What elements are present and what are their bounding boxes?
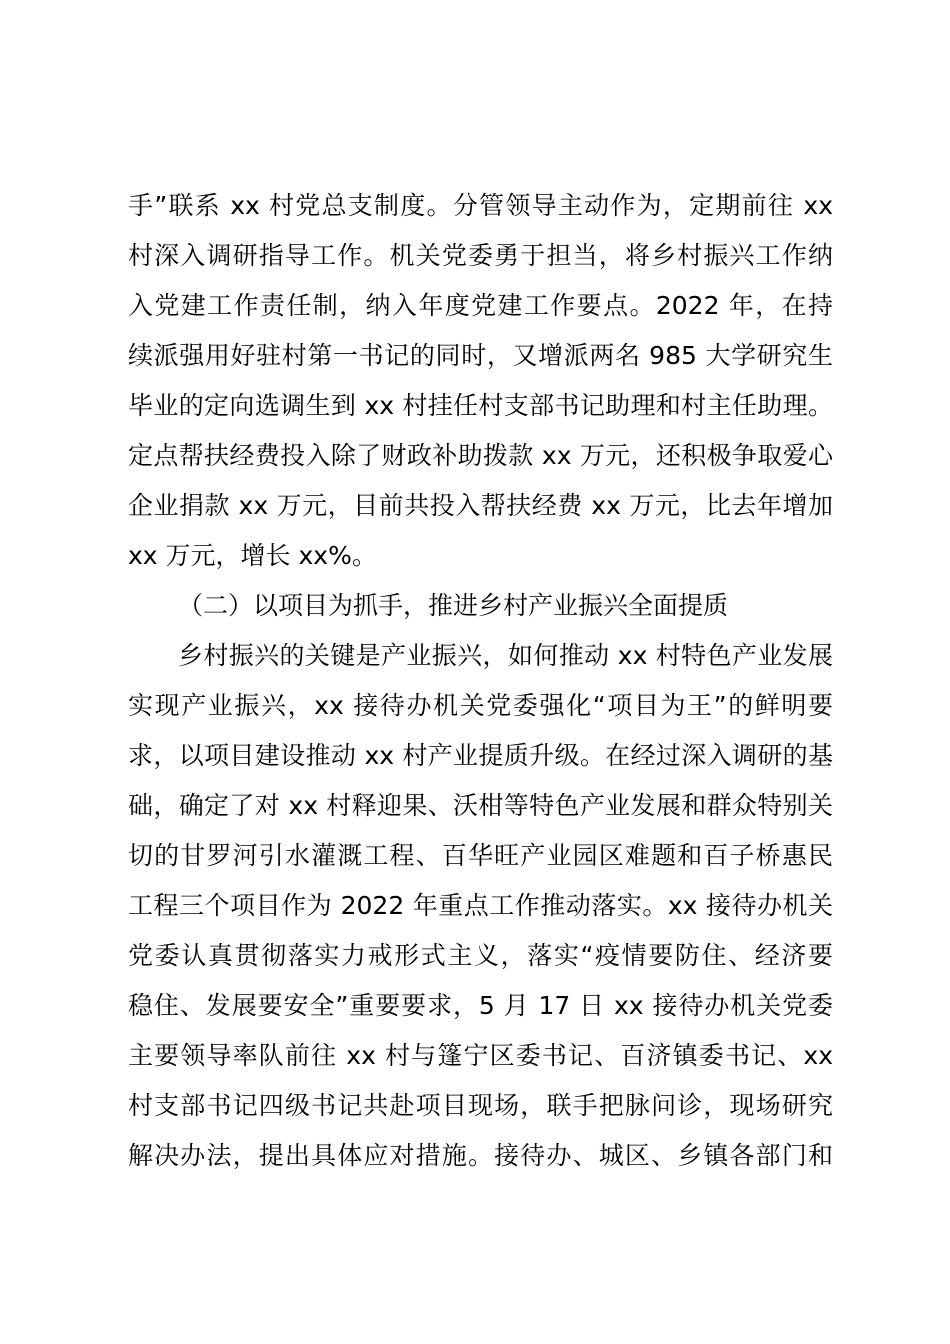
- paragraph-2-line: 础，确定了对 xx 村释迎果、沃柑等特色产业发展和群众特别关: [128, 791, 833, 820]
- paragraph-1-line: 村深入调研指导工作。机关党委勇于担当，将乡村振兴工作纳: [128, 241, 833, 270]
- paragraph-2-line: 乡村振兴的关键是产业振兴，如何推动 xx 村特色产业发展: [178, 641, 833, 670]
- paragraph-2-line: 求，以项目建设推动 xx 村产业提质升级。在经过深入调研的基: [128, 741, 833, 770]
- paragraph-1-line: xx 万元，增长 xx%。: [128, 541, 377, 570]
- paragraph-1-line: 企业捐款 xx 万元，目前共投入帮扶经费 xx 万元，比去年增加: [128, 491, 833, 520]
- paragraph-2-line: 党委认真贯彻落实力戒形式主义，落实“疫情要防住、经济要: [128, 941, 833, 970]
- paragraph-1-line: 续派强用好驻村第一书记的同时，又增派两名 985 大学研究生: [128, 341, 833, 370]
- paragraph-2-line: 切的甘罗河引水灌溉工程、百华旺产业园区难题和百子桥惠民: [128, 841, 833, 870]
- paragraph-1-line: 入党建工作责任制，纳入年度党建工作要点。2022 年，在持: [128, 291, 833, 320]
- paragraph-2-line: 稳住、发展要安全”重要要求，5 月 17 日 xx 接待办机关党委: [128, 991, 833, 1020]
- paragraph-2-line: 工程三个项目作为 2022 年重点工作推动落实。xx 接待办机关: [128, 891, 833, 920]
- paragraph-2-line: 主要领导率队前往 xx 村与篷宁区委书记、百济镇委书记、xx: [128, 1041, 833, 1070]
- section-heading: （二）以项目为抓手，推进乡村产业振兴全面提质: [178, 591, 729, 620]
- paragraph-2-line: 村支部书记四级书记共赴项目现场，联手把脉问诊，现场研究: [128, 1091, 833, 1120]
- paragraph-1-line: 定点帮扶经费投入除了财政补助拨款 xx 万元，还积极争取爱心: [128, 441, 833, 470]
- paragraph-1-line: 手”联系 xx 村党总支制度。分管领导主动作为，定期前往 xx: [128, 191, 833, 220]
- paragraph-2-line: 解决办法，提出具体应对措施。接待办、城区、乡镇各部门和: [128, 1141, 833, 1170]
- paragraph-2-line: 实现产业振兴，xx 接待办机关党委强化“项目为王”的鲜明要: [128, 691, 833, 720]
- paragraph-1-line: 毕业的定向选调生到 xx 村挂任村支部书记助理和村主任助理。: [128, 391, 833, 420]
